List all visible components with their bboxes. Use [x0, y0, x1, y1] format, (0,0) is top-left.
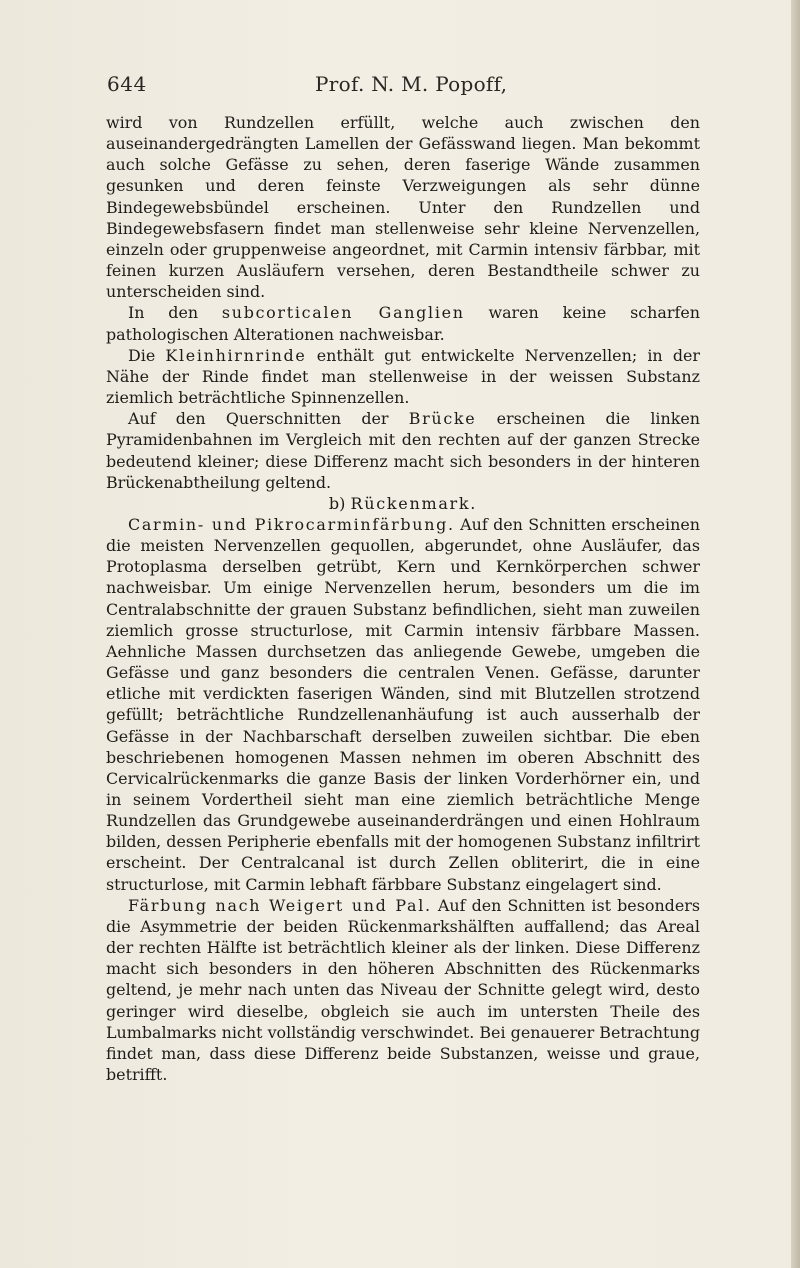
paragraph-1: wird von Rundzellen erfüllt, welche auch zwischen den auseinandergedrängten Lamellen der Gefässwand liegen. Man bekommt auch solche Gefässe zu sehen, deren faserige Wände zusammen gesunken und deren feinste Verzweigungen als sehr dünne Bindegewebsbündel erscheinen. Unter den Rundzellen und Bindegewebsfasern findet man stellenweise sehr kleine Nervenzellen, einzeln oder gruppenweise angeordnet, mit Carmin intensiv färbbar, mit feinen kurzen Ausläufern versehen, deren Bestandtheile schwer zu unterscheiden sind.	[106, 113, 700, 302]
page-body	[106, 112, 700, 1085]
paragraph-5	[106, 514, 700, 895]
paragraph-6	[106, 895, 700, 1085]
page-header	[0, 72, 800, 106]
paragraph-4-post: erscheinen die linken Pyramidenbahnen im Vergleich mit den rechten auf der ganzen Strecke bedeutend kleiner; diese Differenz macht sich besonders in der hinteren Brückenabtheilung geltend.	[106, 409, 700, 492]
paragraph-3	[106, 345, 700, 408]
paragraph-5-post: Auf den Schnitten erscheinen die meisten Nervenzellen gequollen, abgerundet, ohne Ausläufer, das Protoplasma derselben getrübt, Kern und Kernkörperchen schwer nachweisbar. Um einige Nervenzellen herum, besonders um die im Centralabschnitte der grauen Substanz befindlichen, sieht man zuweilen ziemlich grosse structurlose, mit Carmin intensiv färbbare Massen. Aehnliche Massen durchsetzen das anliegende Gewebe, umgeben die Gefässe und ganz besonders die centralen Venen. Gefässe, darunter etliche mit verdickten faserigen Wänden, sind mit Blutzellen strotzend gefüllt; beträchtliche Rundzellenanhäufung ist auch ausserhalb der Gefässe in der Nachbarschaft derselben zuweilen sichtbar. Die eben beschriebenen homogenen Massen nehmen im oberen Abschnitt des Cervicalrückenmarks die ganze Basis der linken Vorderhörner ein, und in seinem Vordertheil sieht man eine ziemlich beträchtliche Menge Rundzellen das Grundgewebe auseinanderdrängen und einen Hohlraum bilden, dessen Peripherie ebenfalls mit der homogenen Substanz infiltrirt erscheint. Der Centralcanal ist durch Zellen obliterirt, die in eine structurlose, mit Carmin lebhaft färbbare Substanz eingelagert sind.	[106, 514, 700, 894]
paragraph-2	[106, 302, 700, 344]
term-kleinhirnrinde: Kleinhirnrinde	[165, 345, 307, 365]
section-title: Rückenmark.	[350, 493, 478, 513]
paragraph-2-post: waren keine scharfen pathologischen Alterationen nachweisbar.	[106, 303, 700, 344]
section-prefix: b)	[328, 493, 351, 513]
term-subcorticale-ganglien: subcorticalen Ganglien	[221, 303, 465, 323]
paragraph-4	[106, 408, 700, 493]
paragraph-2-pre: In den	[128, 303, 222, 323]
term-bruecke: Brücke	[408, 409, 477, 429]
term-weigert-pal: Färbung nach Weigert und Pal.	[128, 895, 432, 915]
paragraph-3-pre: Die	[128, 345, 166, 365]
paragraph-6-post: Auf den Schnitten ist besonders die Asymmetrie der beiden Rückenmarkshälften auffallend; das Areal der rechten Hälfte ist beträchtlich kleiner als der linken. Diese Differenz macht sich besonders in den höheren Abschnitten des Rückenmarks geltend, je mehr nach unten das Niveau der Schnitte gelegt wird, desto geringer wird dieselbe, obgleich sie auch im untersten Theile des Lumbalmarks nicht vollständig verschwindet. Bei genauerer Betrachtung findet man, dass diese Differenz beide Substanzen, weisse und graue, betrifft.	[106, 895, 700, 1085]
paragraph-4-pre: Auf den Querschnitten der	[128, 409, 409, 429]
paragraph-3-post: enthält gut entwickelte Nervenzellen; in der Nähe der Rinde findet man stellenweise in der weissen Substanz ziemlich beträchtliche Spinnenzellen.	[106, 345, 700, 408]
running-title: Prof. N. M. Popoff,	[315, 72, 508, 96]
page-edge	[791, 0, 800, 1268]
page-number: 644	[107, 72, 147, 96]
section-heading	[106, 493, 700, 514]
term-carminfaerbung: Carmin- und Pikrocarminfärbung.	[128, 514, 455, 534]
